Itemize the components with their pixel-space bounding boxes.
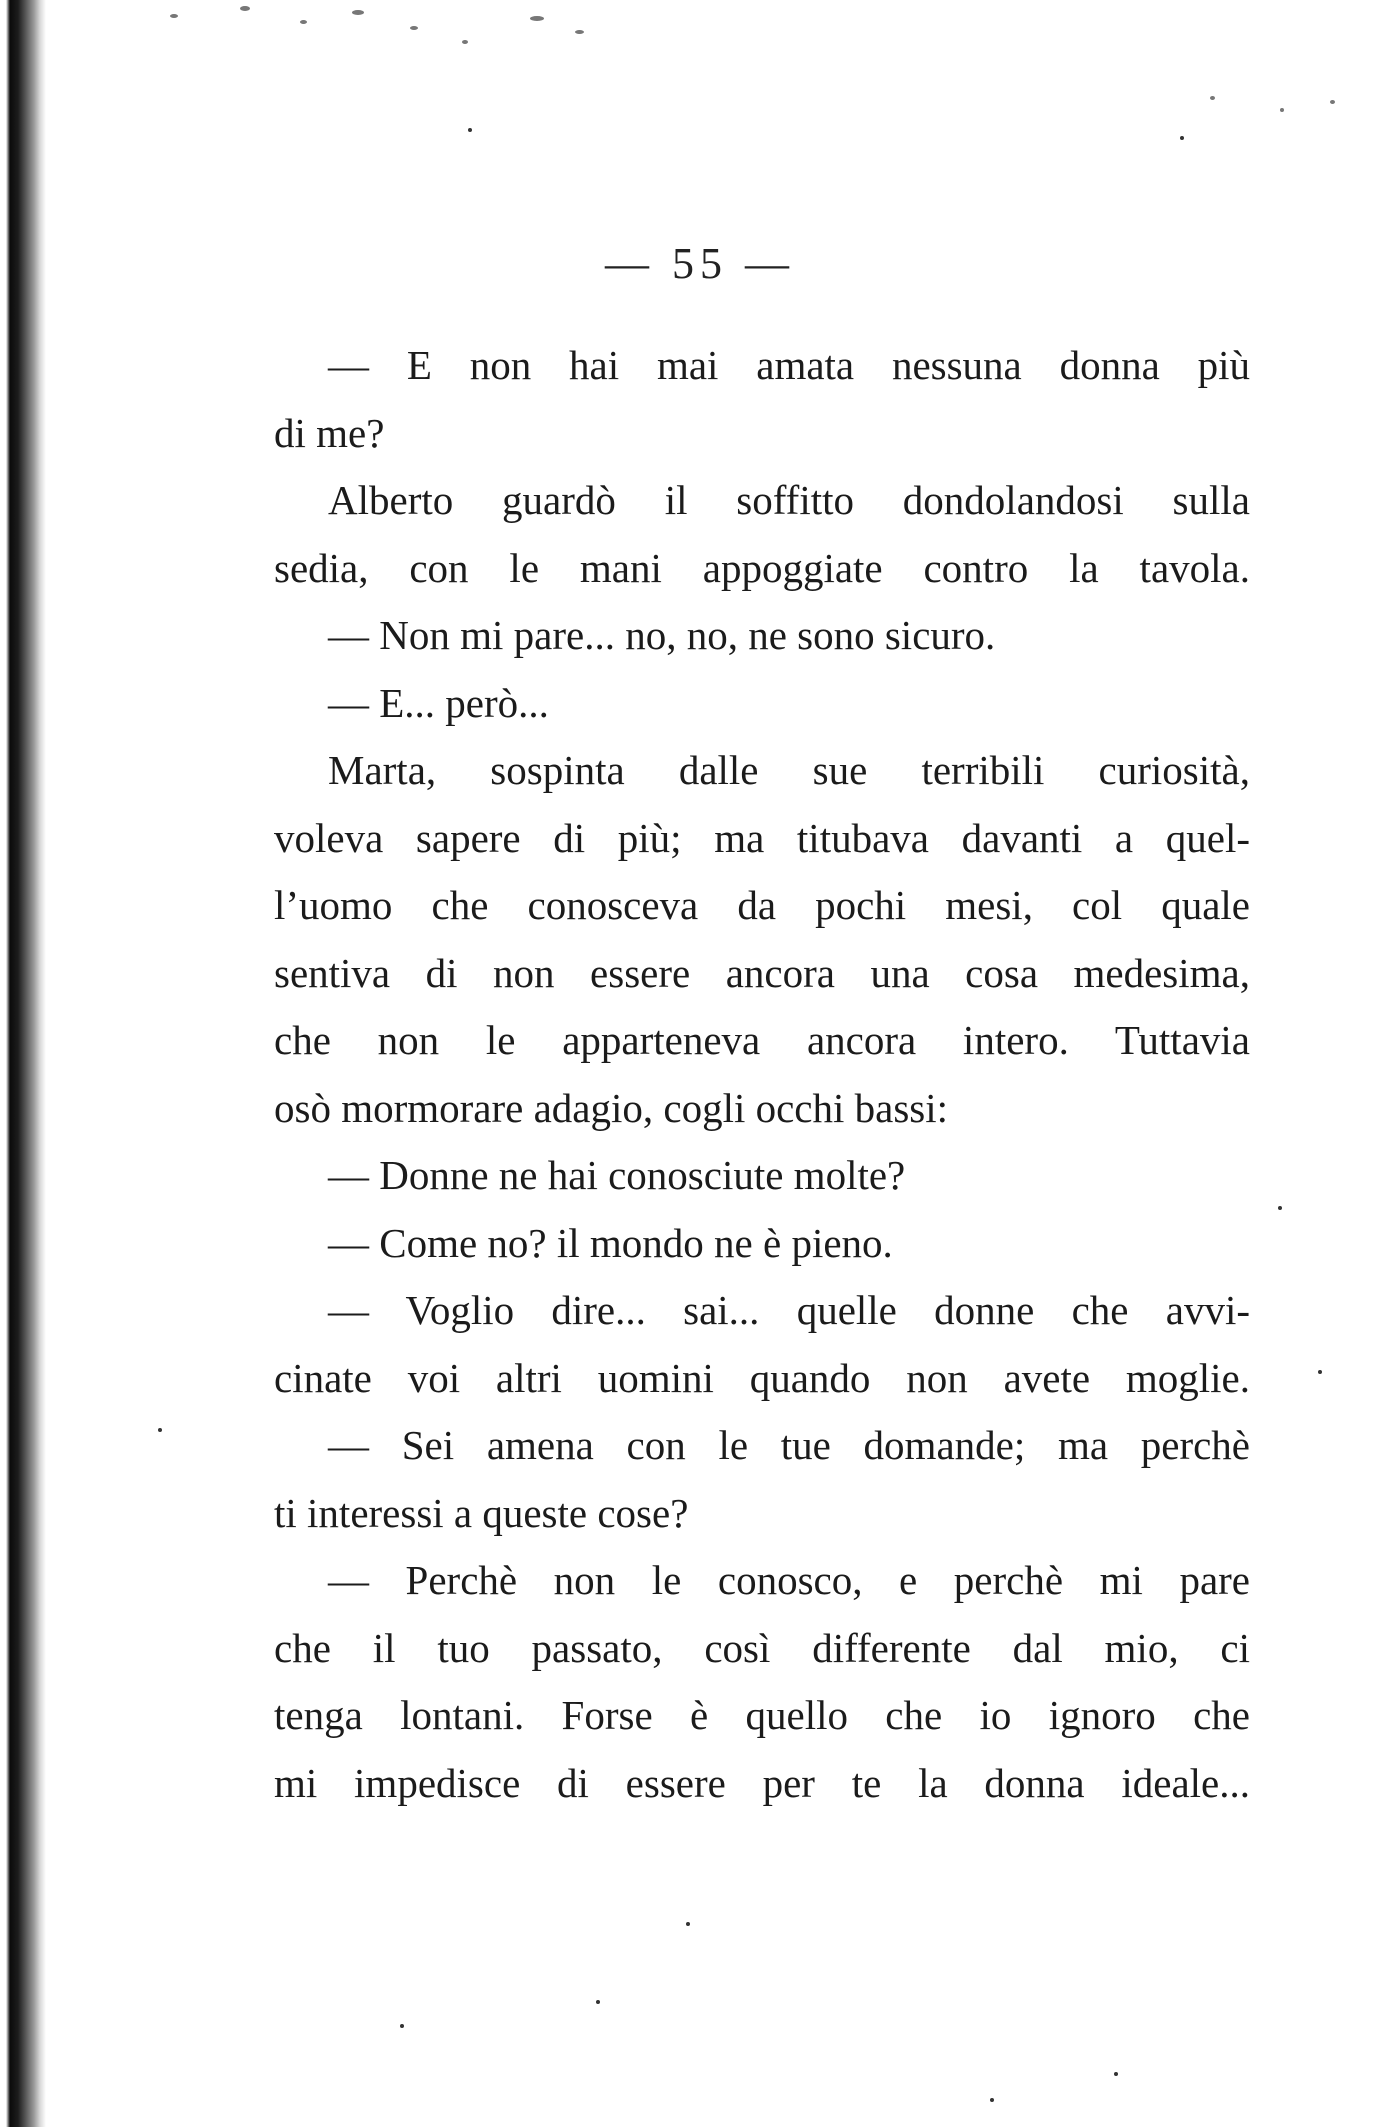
text-line: — E non hai mai amata nessuna donna più [328,342,1250,388]
scan-noise [1330,100,1335,104]
scan-speck [1180,136,1184,140]
text-line: osò mormorare adagio, cogli occhi bassi: [274,1084,949,1131]
scan-noise [170,14,178,18]
scan-speck [400,2024,404,2028]
text-line: — Donne ne hai conosciute molte? [328,1152,906,1198]
scan-speck [596,2000,600,2004]
scan-noise [575,30,584,34]
scan-speck [686,1922,690,1926]
text-line: che il tuo passato, così differente dal mio, ci [274,1624,1250,1671]
text-line: mi impedisce di essere per te la donna ideale... [274,1759,1250,1806]
text-line: — E... però... [328,679,549,726]
scan-noise [1210,96,1215,100]
text-line: Marta, sospinta dalle sue terribili curiosità, [328,747,1250,793]
body-text [274,332,1250,1817]
scan-speck [1114,2072,1118,2076]
scan-noise [1280,108,1284,112]
scan-speck [1278,1206,1282,1210]
scan-noise [352,10,364,15]
text-line: — Voglio dire... sai... quelle donne che avvi- [328,1287,1250,1333]
page-number: — 55 — [605,239,795,288]
text-line: ti interessi a queste cose? [274,1489,689,1536]
book-spine-shadow [0,0,46,2127]
text-line: l’uomo che conosceva da pochi mesi, col quale [274,882,1250,928]
text-line: — Sei amena con le tue domande; ma perchè [328,1422,1250,1468]
scan-noise [240,6,250,11]
scan-noise [530,16,544,21]
text-line: Alberto guardò il soffitto dondolandosi sulla [328,477,1250,523]
text-line: sedia, con le mani appoggiate contro la tavola. [274,544,1250,591]
text-line: cinate voi altri uomini quando non avete moglie. [274,1354,1250,1401]
text-line: sentiva di non essere ancora una cosa medesima, [274,949,1250,996]
text-line: — Come no? il mondo ne è pieno. [328,1219,893,1266]
text-line: — Non mi pare... no, no, ne sono sicuro. [328,612,996,658]
scan-noise [410,26,418,30]
text-line: che non le apparteneva ancora intero. Tuttavia [274,1017,1250,1063]
scan-speck [468,128,472,132]
text-line: voleva sapere di più; ma titubava davanti a quel- [274,814,1250,861]
scan-noise [300,20,307,24]
scan-speck [990,2098,994,2102]
text-line: di me? [274,409,385,456]
text-line: tenga lontani. Forse è quello che io ignoro che [274,1692,1250,1738]
scan-speck [158,1428,162,1432]
text-line: — Perchè non le conosco, e perchè mi pare [328,1557,1250,1603]
scan-noise [462,40,468,44]
scan-speck [1318,1370,1322,1374]
